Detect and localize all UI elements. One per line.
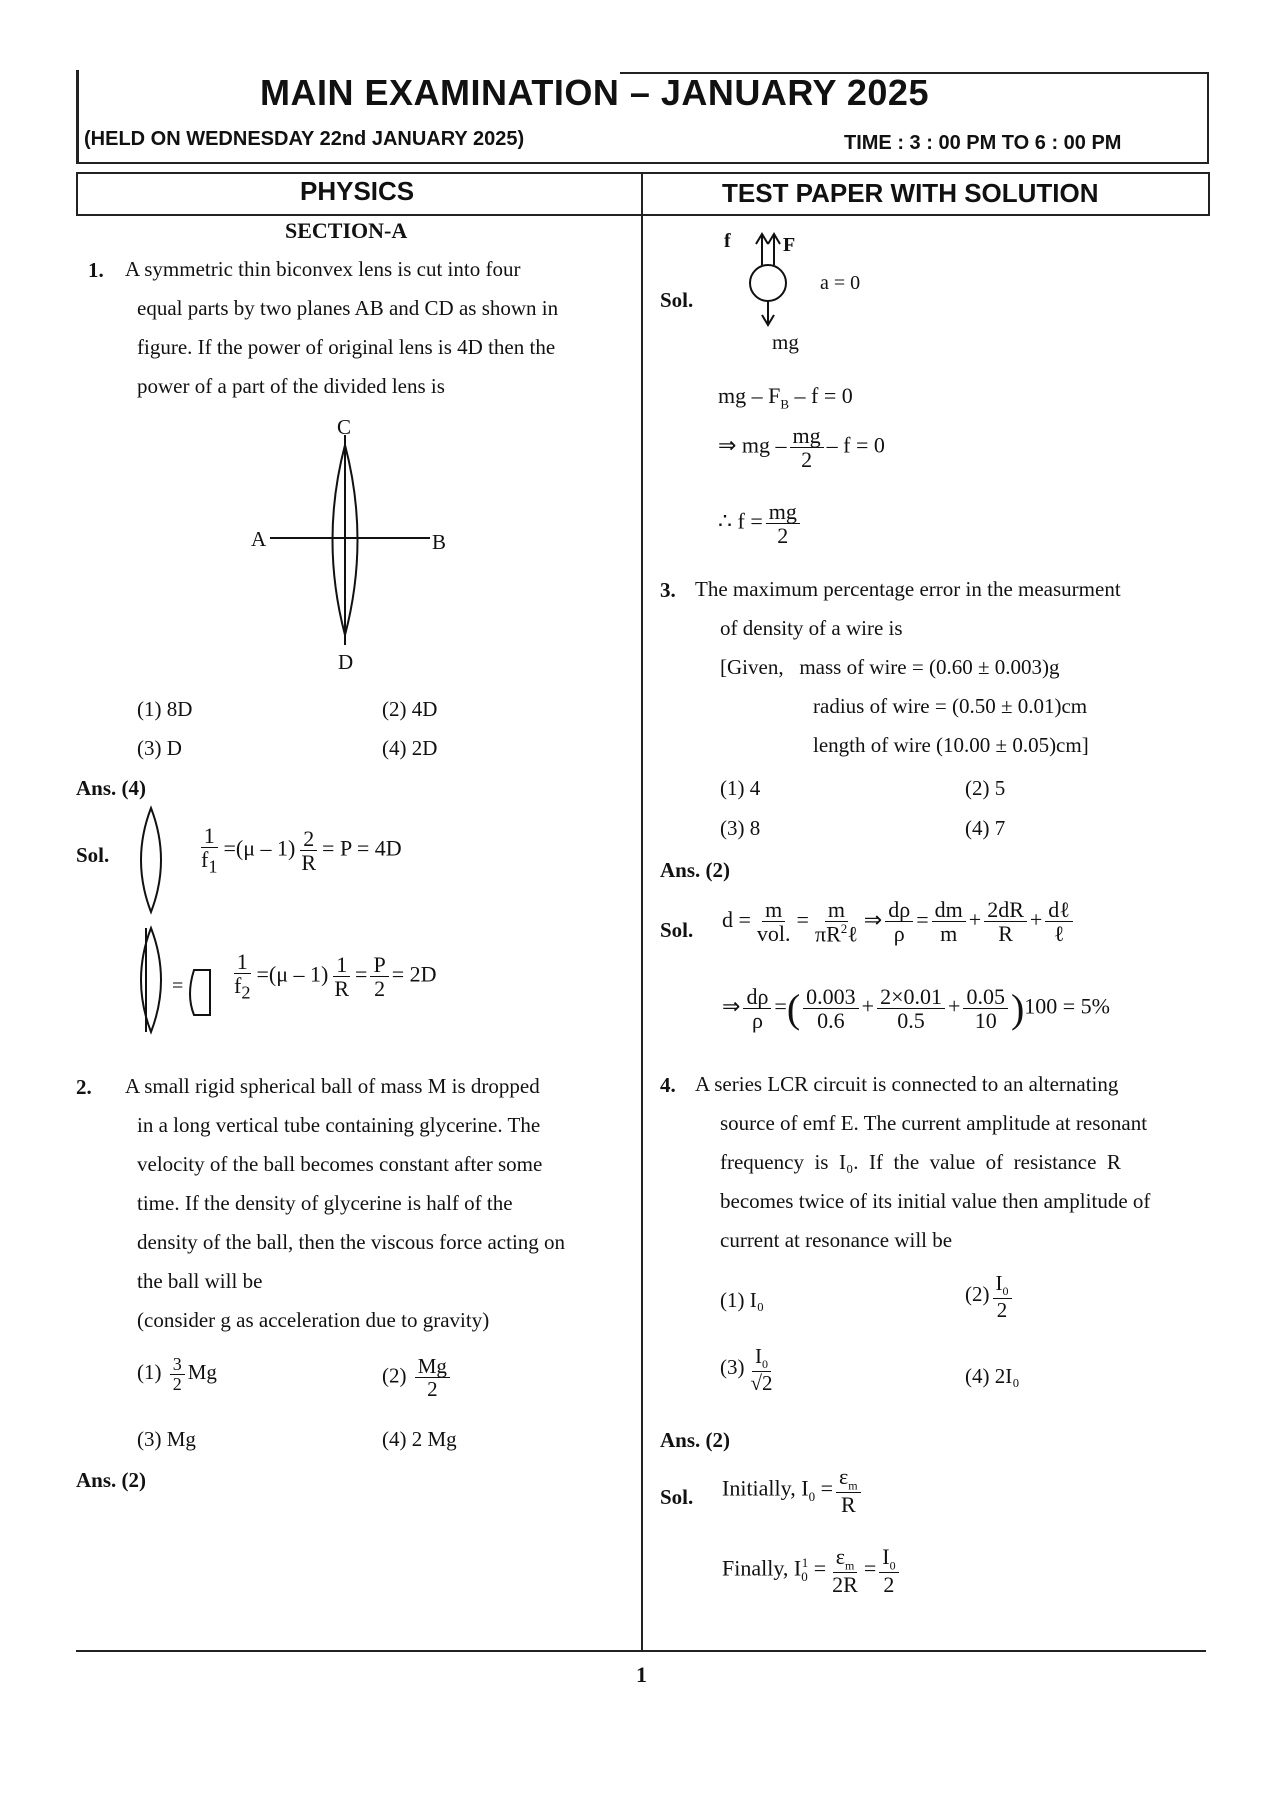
lens-half-icon: [136, 925, 221, 1035]
q4-line: frequency is I₀. If the value of resistance R: [720, 1150, 1121, 1174]
header-bottom-rule: [76, 162, 1209, 164]
q2-line: in a long vertical tube containing glycerine. The: [137, 1113, 541, 1137]
q4-line: A series LCR circuit is connected to an alternating: [695, 1072, 1119, 1096]
fbd-label-F: F: [783, 234, 796, 256]
q4-line: becomes twice of its initial value then amplitude of: [720, 1189, 1151, 1213]
q4-line: source of emf E. The current amplitude at resonant: [720, 1111, 1148, 1135]
q2-text: [125, 1067, 635, 1340]
q2-line: time. If the density of glycerine is half of the: [137, 1191, 513, 1215]
page-number: 1: [636, 1662, 647, 1687]
header-right-box: [1207, 72, 1209, 164]
q2-line: the ball will be: [137, 1269, 263, 1293]
q1-equation-2: $\frac{1}{f_2}$ =(μ – 1) $\frac{1}{R}$ = $\frac{P}{2}$ = 2D: [234, 949, 437, 1003]
q3-option-2: (2) 5: [965, 776, 1006, 800]
free-body-diagram: [730, 228, 820, 328]
q3-line: radius of wire = (0.50 ± 0.01)cm: [813, 694, 1088, 718]
q1-lens-figure: [240, 415, 460, 675]
q3-text: [695, 570, 1205, 765]
q3-number: 3.: [660, 578, 676, 602]
q1-option-4: (4) 2D: [382, 736, 438, 760]
q3-line: The maximum percentage error in the measurment: [695, 577, 1121, 601]
q2-line: velocity of the ball becomes constant after some: [137, 1152, 543, 1176]
q1-equation-1: $\frac{1}{f_1}$ =(μ – 1) $\frac{2}{R}$ = P = 4D: [201, 823, 402, 877]
q3-sol-label: Sol.: [660, 918, 694, 942]
fbd-acceleration: a = 0: [820, 272, 861, 294]
q2-option-4: (4) 2 Mg: [382, 1427, 457, 1451]
fbd-weight: mg: [772, 330, 799, 354]
q3-line: [Given, mass of wire = (0.60 ± 0.003)g: [720, 655, 1060, 679]
q4-equation-2: Finally, $I_0^1$ = $\frac{\varepsilon_m}{2R}$ = $\frac{I_0}{2}$: [722, 1545, 902, 1596]
q2-line: (consider g as acceleration due to gravity): [137, 1308, 490, 1332]
q3-option-1: (1) 4: [720, 776, 761, 800]
q2-equation-2: ⇒ mg – $\frac{mg}{2}$ – f = 0: [718, 423, 885, 473]
q2-option-1: (1) $\frac{3}{2}$ Mg: [137, 1354, 217, 1394]
q1-answer: Ans. (4): [76, 776, 147, 800]
q2-line: A small rigid spherical ball of mass M is dropped: [125, 1074, 540, 1098]
q4-equation-1: Initially, $I_0$ = $\frac{\varepsilon_m}{R}$: [722, 1465, 864, 1516]
q3-option-3: (3) 8: [720, 816, 761, 840]
q2-equation-3: ∴ f = $\frac{mg}{2}$: [718, 500, 803, 547]
q1-sol-label: Sol.: [76, 843, 110, 867]
q3-equation-2: ⇒ $\frac{d\rho}{\rho}$ =( $\frac{0.003}{0.6}$ + $\frac{2\times 0.01}{0.5}$ + $\frac{0.05}{10}$ )100 = 5%: [722, 984, 1110, 1034]
q1-option-2: (2) 4D: [382, 697, 438, 721]
q4-answer: Ans. (2): [660, 1428, 731, 1452]
exam-held-date: (HELD ON WEDNESDAY 22nd JANUARY 2025): [84, 128, 525, 150]
q1-option-3: (3) D: [137, 736, 182, 760]
q3-line: length of wire (10.00 ± 0.05)cm]: [813, 733, 1089, 757]
q4-number: 4.: [660, 1073, 676, 1097]
q3-equation-1: d = $\frac{m}{\text{vol.}}$ = $\frac{m}{\pi R^2\ell}$ ⇒ $\frac{d\rho}{\rho}$ = $\frac{dm}{m}$ + $\frac{2dR}{R}$ + $\frac{\text{dℓ}}{\text{ℓ}}$: [722, 898, 1076, 946]
fig-label-c: C: [337, 415, 352, 439]
lens-full-icon: [136, 805, 166, 915]
q4-option-3: (3) $\frac{I_0}{√2}$: [720, 1344, 773, 1395]
header-left-rule: [76, 70, 79, 162]
q4-text: [695, 1065, 1210, 1260]
q1-line: A symmetric thin biconvex lens is cut into four: [125, 257, 521, 281]
q2-number: 2.: [76, 1075, 92, 1099]
column-divider: [641, 172, 643, 1650]
q3-line: of density of a wire is: [720, 616, 903, 640]
q4-option-2: (2) $\frac{I_0}{2}$: [965, 1272, 1015, 1321]
q3-answer: Ans. (2): [660, 858, 731, 882]
fig-label-a: A: [251, 527, 267, 551]
q1-line: figure. If the power of original lens is 4D then the: [137, 335, 556, 359]
q2-line: density of the ball, then the viscous force acting on: [137, 1230, 566, 1254]
subject-title: PHYSICS: [300, 176, 415, 206]
q1-number: 1.: [88, 258, 104, 282]
q3-option-4: (4) 7: [965, 816, 1006, 840]
q4-sol-label: Sol.: [660, 1485, 694, 1509]
exam-time: TIME : 3 : 00 PM TO 6 : 00 PM: [844, 132, 1122, 154]
q4-option-4: (4) 2I₀: [965, 1364, 1020, 1388]
svg-text:=: =: [172, 975, 184, 997]
q2-option-3: (3) Mg: [137, 1427, 196, 1451]
q2-equation-1: mg – $F_B - f = 0$: [718, 383, 853, 412]
q4-line: current at resonance will be: [720, 1228, 953, 1252]
q4-option-1: (1) I₀: [720, 1288, 765, 1312]
paper-label: TEST PAPER WITH SOLUTION: [722, 178, 1099, 208]
q1-text: [125, 250, 630, 406]
fig-label-d: D: [338, 650, 354, 674]
section-heading: SECTION-A: [285, 218, 408, 243]
exam-title: MAIN EXAMINATION – JANUARY 2025: [260, 72, 929, 113]
q1-option-1: (1) 8D: [137, 697, 193, 721]
q2-option-2: (2) $\frac{Mg}{2}$: [382, 1355, 453, 1400]
q2-answer: Ans. (2): [76, 1468, 147, 1492]
fbd-label-f: f: [724, 230, 731, 252]
q1-line: power of a part of the divided lens is: [137, 374, 445, 398]
q1-line: equal parts by two planes AB and CD as shown in: [137, 296, 559, 320]
q2-sol-label: Sol.: [660, 288, 694, 312]
fig-label-b: B: [432, 530, 447, 554]
footer-rule: [76, 1650, 1206, 1652]
